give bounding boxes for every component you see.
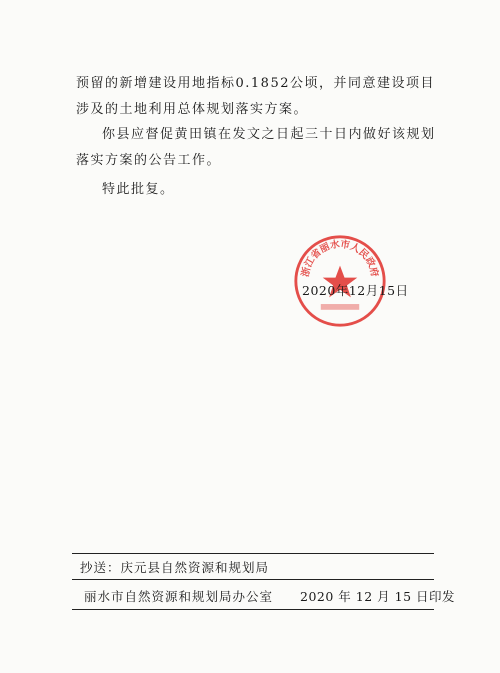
print-date: 2020 年 12 月 15 日印发: [300, 589, 455, 604]
cc-line: 抄送：庆元县自然资源和规划局: [80, 560, 270, 575]
body-paragraph-2: 你县应督促黄田镇在发文之日起三十日内做好该规划落实方案的公告工作。: [76, 127, 436, 168]
footer-divider-top: [72, 553, 434, 554]
body-paragraph-1: 预留的新增建设用地指标0.1852公顷，并同意建设项目涉及的土地利用总体规划落实方案。: [76, 76, 435, 117]
footer-divider-middle: [72, 579, 434, 580]
issuing-office: 丽水市自然资源和规划局办公室: [84, 589, 274, 604]
signature-date: 2020年12月15日: [302, 283, 409, 298]
svg-text:浙江省丽水市人民政府: 浙江省丽水市人民政府: [300, 239, 380, 278]
footer-divider-bottom: [72, 609, 434, 610]
closing-line: 特此批复。: [102, 182, 175, 197]
